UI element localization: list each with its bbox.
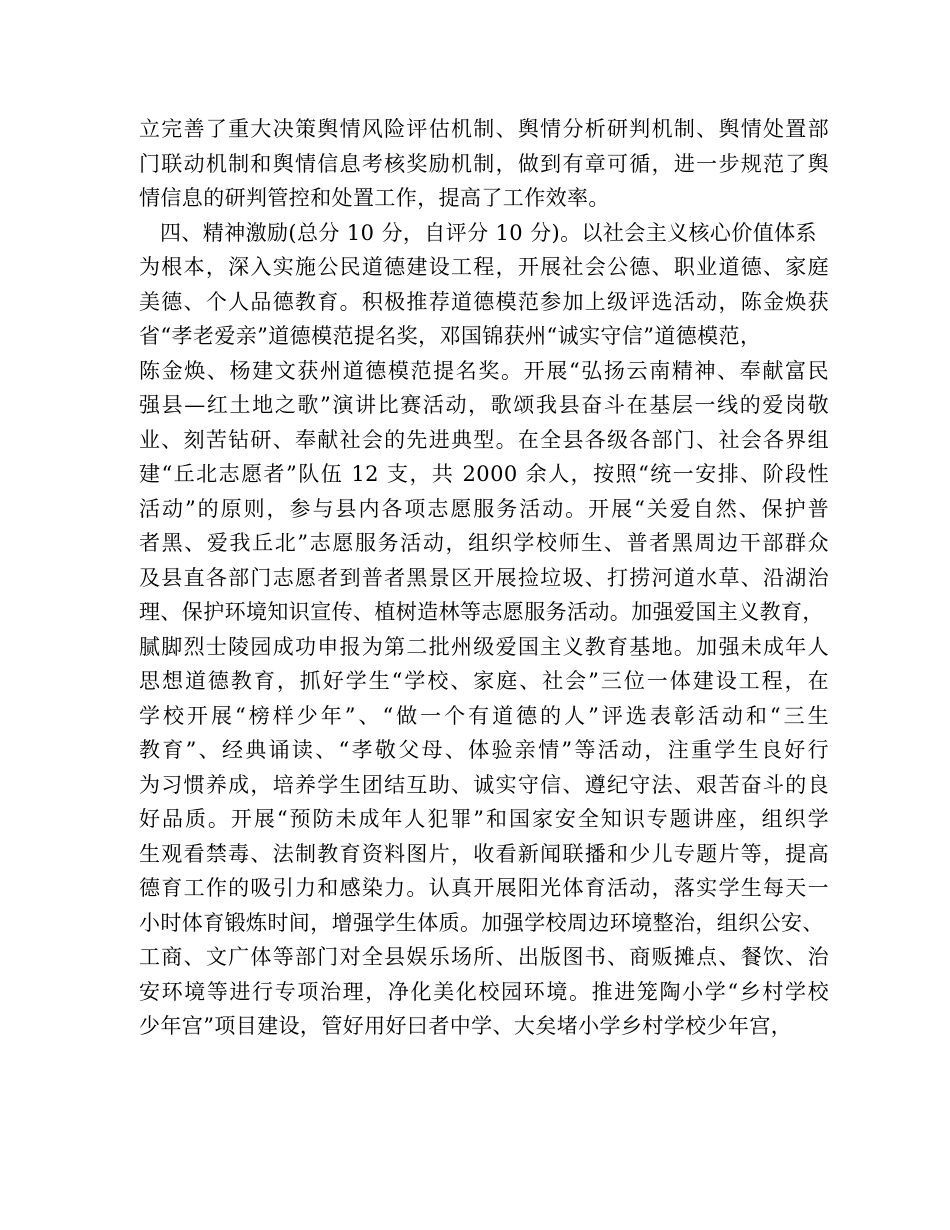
- text-line: 少年宫”项目建设，管好用好曰者中学、大矣堵小学乡村学校少年宫，: [139, 1014, 793, 1038]
- text-line: 安环境等进行专项治理，净化美化校园环境。推进笼陶小学“乡村学校: [139, 979, 829, 1004]
- text-line: 工商、文广体等部门对全县娱乐场所、出版图书、商贩摊点、餐饮、治: [139, 945, 829, 969]
- text-line: 思想道德教育，抓好学生“学校、家庭、社会”三位一体建设工程，在: [139, 669, 829, 693]
- text-line: 立完善了重大决策舆情风险评估机制、舆情分析研判机制、舆情处置部: [139, 117, 829, 141]
- text-line: 业、刻苦钻研、奉献社会的先进典型。在全县各级各部门、社会各界组: [139, 427, 829, 452]
- text-line: 情信息的研判管控和处置工作，提高了工作效率。: [139, 186, 610, 210]
- text-line: 为根本，深入实施公民道德建设工程，开展社会公德、职业道德、家庭: [139, 255, 829, 279]
- text-line: 教育”、经典诵读、“孝敬父母、体验亲情”等活动，注重学生良好行: [139, 738, 829, 762]
- text-line: 及县直各部门志愿者到普者黑景区开展捡垃圾、打捞河道水草、沿湖治: [139, 565, 829, 590]
- text-line: 德育工作的吸引力和感染力。认真开展阳光体育活动，落实学生每天一: [139, 876, 829, 900]
- text-line: 好品质。开展“预防未成年人犯罪”和国家安全知识专题讲座，组织学: [139, 807, 829, 831]
- text-line: 理、保护环境知识宣传、植树造林等志愿服务活动。加强爱国主义教育，: [139, 600, 824, 624]
- text-line: 者黑、爱我丘北”志愿服务活动，组织学校师生、普者黑周边干部群众: [139, 531, 829, 555]
- text-line: 陈金焕、杨建文获州道德模范提名奖。开展“弘扬云南精神、奉献富民: [139, 358, 829, 383]
- text-line: 强县—红土地之歌”演讲比赛活动，歌颂我县奋斗在基层一线的爱岗敬: [139, 393, 829, 417]
- text-line: 腻脚烈士陵园成功申报为第二批州级爱国主义教育基地。加强未成年人: [139, 634, 829, 659]
- text-line: 美德、个人品德教育。积极推荐道德模范参加上级评选活动，陈金焕获: [139, 289, 829, 314]
- text-line: 门联动机制和舆情信息考核奖励机制，做到有章可循，进一步规范了舆: [139, 151, 829, 176]
- body-text: [139, 112, 829, 1044]
- text-line: 生观看禁毒、法制教育资料图片，收看新闻联播和少儿专题片等，提高: [139, 841, 829, 866]
- text-line: 活动”的原则，参与县内各项志愿服务活动。开展“关爱自然、保护普: [139, 496, 829, 521]
- text-line: 小时体育锻炼时间，增强学生体质。加强学校周边环境整治，组织公安、: [139, 910, 824, 935]
- text-line: 省“孝老爱亲”道德模范提名奖，邓国锦获州“诚实守信”道德模范，: [139, 324, 762, 348]
- text-line: 为习惯养成，培养学生团结互助、诚实守信、遵纪守法、艰苦奋斗的良: [139, 772, 829, 797]
- paragraph-start-line: 四、精神激励(总分 10 分，自评分 10 分)。以社会主义核心价值体系: [160, 220, 817, 245]
- text-line: 建“丘北志愿者”队伍 12 支，共 2000 余人，按照“统一安排、阶段性: [139, 462, 829, 486]
- text-line: 学校开展“榜样少年”、“做一个有道德的人”评选表彰活动和“三生: [139, 703, 829, 728]
